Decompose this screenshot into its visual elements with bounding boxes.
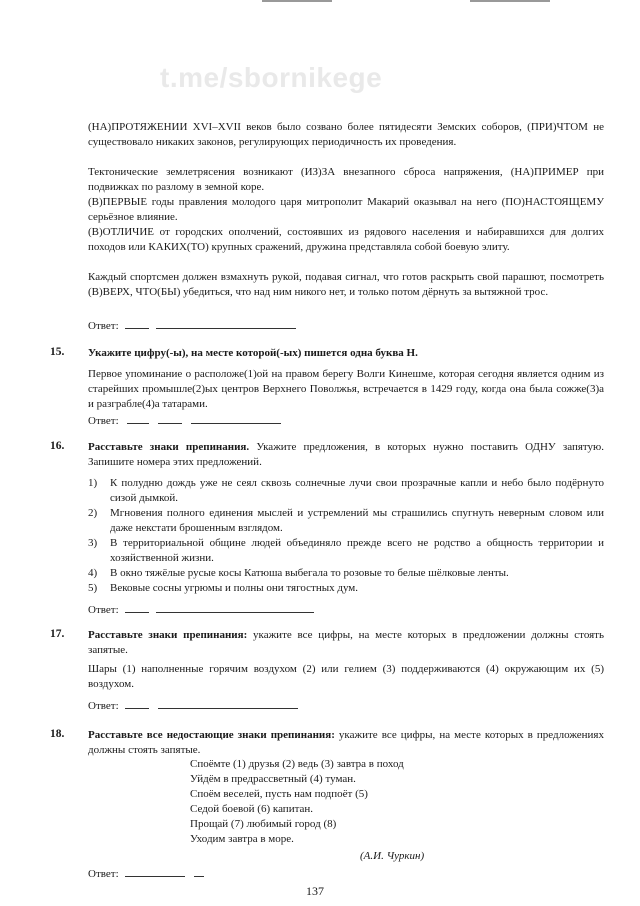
poem-line: Прощай (7) любимый город (8) — [190, 818, 337, 830]
option-text: К полудню дождь уже не сеял сквозь солнечные лучи свои прозрачные капли и небо было подёрнуто сизой дымкой. — [110, 477, 604, 504]
top-rule-right — [470, 0, 550, 2]
q18-prompt-bold: Расставьте все недостающие знаки препинания: — [88, 729, 335, 741]
poem-line: Споёмте (1) друзья (2) ведь (3) завтра в поход — [190, 758, 404, 770]
poem-line: Уйдём в предрассветный (4) туман. — [190, 773, 356, 785]
page-number: 137 — [306, 884, 324, 898]
intro-line-3: (В)ПЕРВЫЕ годы правления молодого царя митрополит Макарий оказывал на него (ПО)НАСТОЯЩЕМУ серьёзное влияние. — [88, 196, 604, 223]
answer-17-field-2[interactable] — [158, 698, 298, 709]
answer-14-field-2[interactable] — [156, 318, 296, 329]
answer-14-field[interactable] — [125, 318, 149, 329]
q16-prompt-rest: Укажите предложения, в которых нужно поставить ОДНУ запятую. Запишите номера этих предложений. — [88, 441, 605, 468]
option-text: В окно тяжёлые русые косы Катюша выбегала то розовые то белые шёлковые ленты. — [110, 567, 509, 579]
answer-label: Ответ: — [88, 320, 119, 332]
answer-15-field[interactable] — [127, 413, 149, 424]
poem-line: Споём веселей, пусть нам подпоёт (5) — [190, 788, 368, 800]
poem-line: Уходим завтра в море. — [190, 833, 294, 845]
q17-prompt — [88, 628, 604, 658]
intro-line-4: (В)ОТЛИЧИЕ от городских ополчений, состоявших из рядового населения и набиравшихся для долгих походов или КАКИХ(ТО) крупных сражений, дружина представляла собой боевую элиту. — [88, 226, 604, 253]
answer-label: Ответ: — [88, 700, 119, 712]
q17-number: 17. — [50, 628, 65, 640]
answer-15 — [88, 413, 281, 427]
poem-line: Седой боевой (6) капитан. — [190, 803, 314, 815]
option-key: 2) — [88, 507, 98, 519]
option-key: 5) — [88, 582, 98, 594]
option-key: 1) — [88, 477, 98, 489]
answer-17 — [88, 698, 298, 712]
answer-14 — [88, 318, 296, 332]
intro-line-5: Каждый спортсмен должен взмахнуть рукой, подавая сигнал, что готов раскрыть свой парашют, посмотреть (В)ВЕРХ, ЧТО(БЫ) убедиться, что над ним никого нет, и только потом дёрнуть за вытяжной трос. — [88, 271, 604, 298]
q17-text: Шары (1) наполненные горячим воздухом (2) или гелием (3) поддерживаются (4) окружающим их (5) воздухом. — [88, 663, 604, 690]
intro-line-1: (НА)ПРОТЯЖЕНИИ XVI–XVII веков было созвано более пятидесяти Земских соборов, (ПРИ)ЧТОМ не существовало никаких законов, регулирующих периодичность их проведения. — [88, 121, 604, 148]
answer-15-field-3[interactable] — [191, 413, 281, 424]
answer-label: Ответ: — [88, 604, 119, 616]
q15-text: Первое упоминание о расположе(1)ой на правом берегу Волги Кинешме, которая сегодня является одним из старейших промышле(2)ых центров Верхнего Поволжья, встречается в 1429 году, когда она была сожже(3)а и разграбле(4)а татарами. — [88, 368, 604, 410]
q16-option-3 — [88, 536, 604, 566]
q17-prompt-rest: укажите все цифры, на месте которых в предложении должны стоять запятые. — [88, 629, 604, 656]
option-key: 3) — [88, 537, 98, 549]
answer-16-field-2[interactable] — [156, 602, 314, 613]
q16-option-4 — [88, 566, 604, 581]
answer-label: Ответ: — [88, 415, 119, 427]
q18-prompt — [88, 728, 604, 758]
q16-option-1 — [88, 476, 604, 506]
q16-option-2 — [88, 506, 604, 536]
q18-poem — [190, 757, 404, 847]
q17-prompt-bold: Расставьте знаки препинания: — [88, 629, 248, 641]
q15-number: 15. — [50, 346, 65, 358]
answer-18 — [88, 866, 204, 880]
q18-number: 18. — [50, 728, 65, 740]
intro-line-2: Тектонические землетрясения возникают (ИЗ)ЗА внезапного сброса напряжения, (НА)ПРИМЕР при подвижках по разлому в земной коре. — [88, 166, 604, 193]
option-text: Мгновения полного единения мыслей и устремлений мы страшились спугнуть неверным словом или даже некстати брошенным взглядом. — [110, 507, 604, 534]
option-key: 4) — [88, 567, 98, 579]
top-rule-left — [262, 0, 332, 2]
q18-prompt-rest: укажите все цифры, на месте которых в предложениях должны стоять запятые. — [88, 729, 604, 756]
option-text: В территориальной общине людей объединяло прежде всего не родство а общность территории и хозяйственной жизни. — [110, 537, 604, 564]
answer-18-field-2[interactable] — [194, 866, 204, 877]
q18-author: (А.И. Чуркин) — [360, 850, 425, 862]
answer-17-field[interactable] — [125, 698, 149, 709]
q16-prompt — [88, 440, 604, 470]
answer-15-field-2[interactable] — [158, 413, 182, 424]
q16-prompt-bold: Расставьте знаки препинания. — [88, 441, 250, 453]
q16-number: 16. — [50, 440, 65, 452]
q15-prompt: Укажите цифру(-ы), на месте которой(-ых) пишется одна буква Н. — [88, 347, 418, 359]
watermark: t.me/sbornikege — [160, 62, 383, 93]
answer-label: Ответ: — [88, 868, 119, 880]
answer-16 — [88, 602, 314, 616]
q16-option-5 — [88, 581, 604, 596]
answer-18-field[interactable] — [125, 866, 185, 877]
option-text: Вековые сосны угрюмы и полны они тягостных дум. — [110, 582, 359, 594]
answer-16-field[interactable] — [125, 602, 149, 613]
